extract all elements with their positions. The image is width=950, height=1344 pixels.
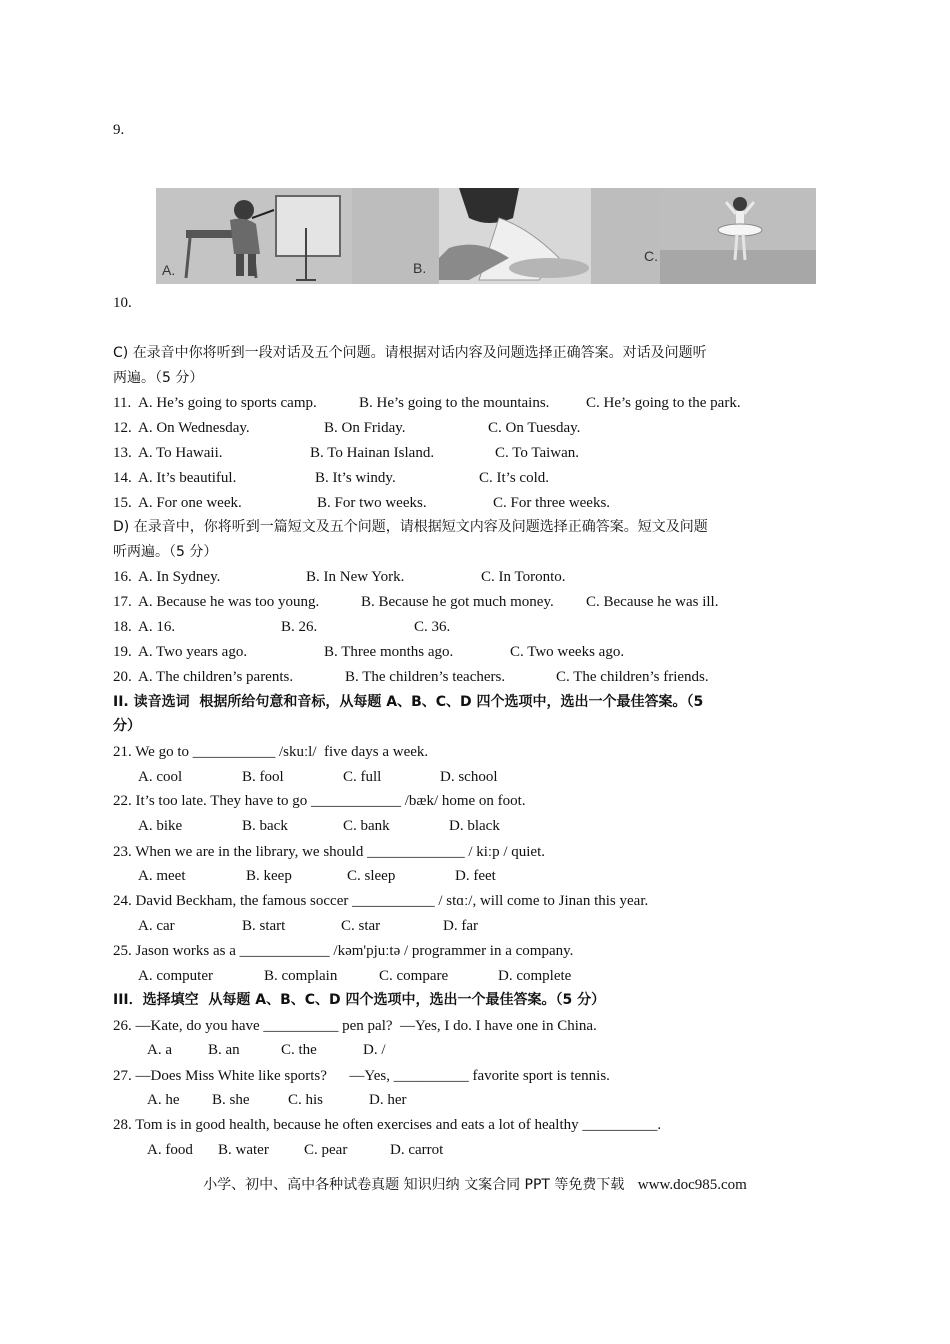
option-d: D. black xyxy=(449,818,500,834)
section-ii-heading-line1: II. 读音选词 根据所给句意和音标，从每题 A、B、C、D 四个选项中，选出一个最佳答案。（5 xyxy=(113,694,704,710)
option-b: B. In New York. xyxy=(306,569,405,585)
option-d: D. complete xyxy=(498,968,572,984)
option-a: A. To Hawaii. xyxy=(138,445,223,461)
page-footer xyxy=(0,1175,950,1195)
question-stem: 21. We go to ___________ /skuːl/ five days a week. xyxy=(113,744,429,760)
question-stem: 22. It’s too late. They have to go ____________ /bæk/ home on foot. xyxy=(113,793,526,809)
option-c: C. compare xyxy=(379,968,449,984)
option-a: A. On Wednesday. xyxy=(138,420,250,436)
option-b: B. He’s going to the mountains. xyxy=(359,395,550,411)
option-b: B. 26. xyxy=(281,619,318,635)
option-a: A. bike xyxy=(138,818,183,834)
option-a: A. meet xyxy=(138,868,186,884)
photo-c-ballerina xyxy=(660,188,816,284)
question-9-number: 9. xyxy=(113,122,125,138)
option-b: B. back xyxy=(242,818,288,834)
option-b: B. Because he got much money. xyxy=(361,594,554,610)
option-c: C. To Taiwan. xyxy=(495,445,580,461)
option-c: C. bank xyxy=(343,818,390,834)
option-c: C. full xyxy=(343,769,382,785)
option-a: A. he xyxy=(147,1092,180,1108)
footer-text: 小学、初中、高中各种试卷真题 知识归纳 文案合同 PPT 等免费下载 xyxy=(203,1177,625,1193)
question-stem: 24. David Beckham, the famous soccer ___________ / stɑː/, will come to Jinan this year. xyxy=(113,893,649,909)
question-number: 16. xyxy=(113,569,132,585)
option-a: A. 16. xyxy=(138,619,176,635)
option-a: A. car xyxy=(138,918,175,934)
option-c: C. He’s going to the park. xyxy=(586,395,741,411)
option-c: C. Because he was ill. xyxy=(586,594,719,610)
option-b: B. an xyxy=(208,1042,240,1058)
option-b: B. To Hainan Island. xyxy=(310,445,435,461)
option-b: B. keep xyxy=(246,868,292,884)
question-10-photo-strip xyxy=(156,188,816,284)
question-number: 13. xyxy=(113,445,132,461)
option-a: A. computer xyxy=(138,968,213,984)
option-d: D. / xyxy=(363,1042,386,1058)
option-b: B. It’s windy. xyxy=(315,470,396,486)
option-c: C. In Toronto. xyxy=(481,569,566,585)
option-d: D. far xyxy=(443,918,478,934)
option-a: A. He’s going to sports camp. xyxy=(138,395,317,411)
question-stem: 25. Jason works as a ____________ /kəm'pjuːtə / programmer in a company. xyxy=(113,943,574,959)
option-c: C. the xyxy=(281,1042,317,1058)
option-a: A. The children’s parents. xyxy=(138,669,294,685)
option-d: D. feet xyxy=(455,868,496,884)
photo-a-violin-player xyxy=(156,188,352,284)
photo-c-label: C. xyxy=(644,248,658,264)
option-c: C. It’s cold. xyxy=(479,470,549,486)
option-c: C. star xyxy=(341,918,381,934)
option-a: A. In Sydney. xyxy=(138,569,221,585)
option-a: A. It’s beautiful. xyxy=(138,470,237,486)
option-a: A. food xyxy=(147,1142,193,1158)
photo-b-label: B. xyxy=(413,260,427,276)
question-number: 19. xyxy=(113,644,132,660)
option-b: B. The children’s teachers. xyxy=(345,669,506,685)
option-c: C. On Tuesday. xyxy=(488,420,581,436)
option-c: C. pear xyxy=(304,1142,348,1158)
footer-link[interactable]: www.doc985.com xyxy=(637,1177,747,1193)
section-d-instruction-line2: 听两遍。（5 分） xyxy=(113,544,218,560)
question-stem: 27. —Does Miss White like sports? —Yes, __________ favorite sport is tennis. xyxy=(113,1068,610,1084)
section-c-instruction-line2: 两遍。（5 分） xyxy=(113,370,204,386)
option-c: C. For three weeks. xyxy=(493,495,611,511)
option-b: B. she xyxy=(212,1092,250,1108)
option-b: B. Three months ago. xyxy=(324,644,454,660)
question-number: 15. xyxy=(113,495,132,511)
photo-b-dancer xyxy=(439,188,591,284)
question-number: 17. xyxy=(113,594,132,610)
option-c: C. Two weeks ago. xyxy=(510,644,625,660)
question-number: 12. xyxy=(113,420,132,436)
option-d: D. carrot xyxy=(390,1142,444,1158)
question-number: 14. xyxy=(113,470,132,486)
option-c: C. his xyxy=(288,1092,324,1108)
option-a: A. a xyxy=(147,1042,172,1058)
question-stem: 23. When we are in the library, we should _____________ / kiːp / quiet. xyxy=(113,844,546,860)
option-b: B. On Friday. xyxy=(324,420,406,436)
option-d: D. her xyxy=(369,1092,407,1108)
option-c: C. sleep xyxy=(347,868,396,884)
question-10-number: 10. xyxy=(113,295,132,311)
option-b: B. fool xyxy=(242,769,284,785)
option-a: A. Two years ago. xyxy=(138,644,248,660)
option-b: B. complain xyxy=(264,968,338,984)
question-number: 20. xyxy=(113,669,132,685)
option-b: B. For two weeks. xyxy=(317,495,427,511)
section-c-instruction-line1: C) 在录音中你将听到一段对话及五个问题。请根据对话内容及问题选择正确答案。对话及问题听 xyxy=(113,345,707,361)
question-number: 11. xyxy=(113,395,132,411)
section-ii-heading-line2: 分） xyxy=(113,718,141,734)
option-b: B. water xyxy=(218,1142,269,1158)
option-a: A. Because he was too young. xyxy=(138,594,320,610)
option-d: D. school xyxy=(440,769,498,785)
section-iii-heading: III．选择填空 从每题 A、B、C、D 四个选项中，选出一个最佳答案。（5 分） xyxy=(113,992,606,1008)
option-c: C. 36. xyxy=(414,619,451,635)
option-b: B. start xyxy=(242,918,286,934)
option-a: A. cool xyxy=(138,769,183,785)
question-number: 18. xyxy=(113,619,132,635)
question-stem: 26. —Kate, do you have __________ pen pal? —Yes, I do. I have one in China. xyxy=(113,1018,597,1034)
option-c: C. The children’s friends. xyxy=(556,669,709,685)
photo-a-label: A. xyxy=(162,262,176,278)
section-d-instruction-line1: D) 在录音中，你将听到一篇短文及五个问题，请根据短文内容及问题选择正确答案。短文及问题 xyxy=(113,519,708,535)
question-stem: 28. Tom is in good health, because he often exercises and eats a lot of healthy __________. xyxy=(113,1117,662,1133)
option-a: A. For one week. xyxy=(138,495,242,511)
